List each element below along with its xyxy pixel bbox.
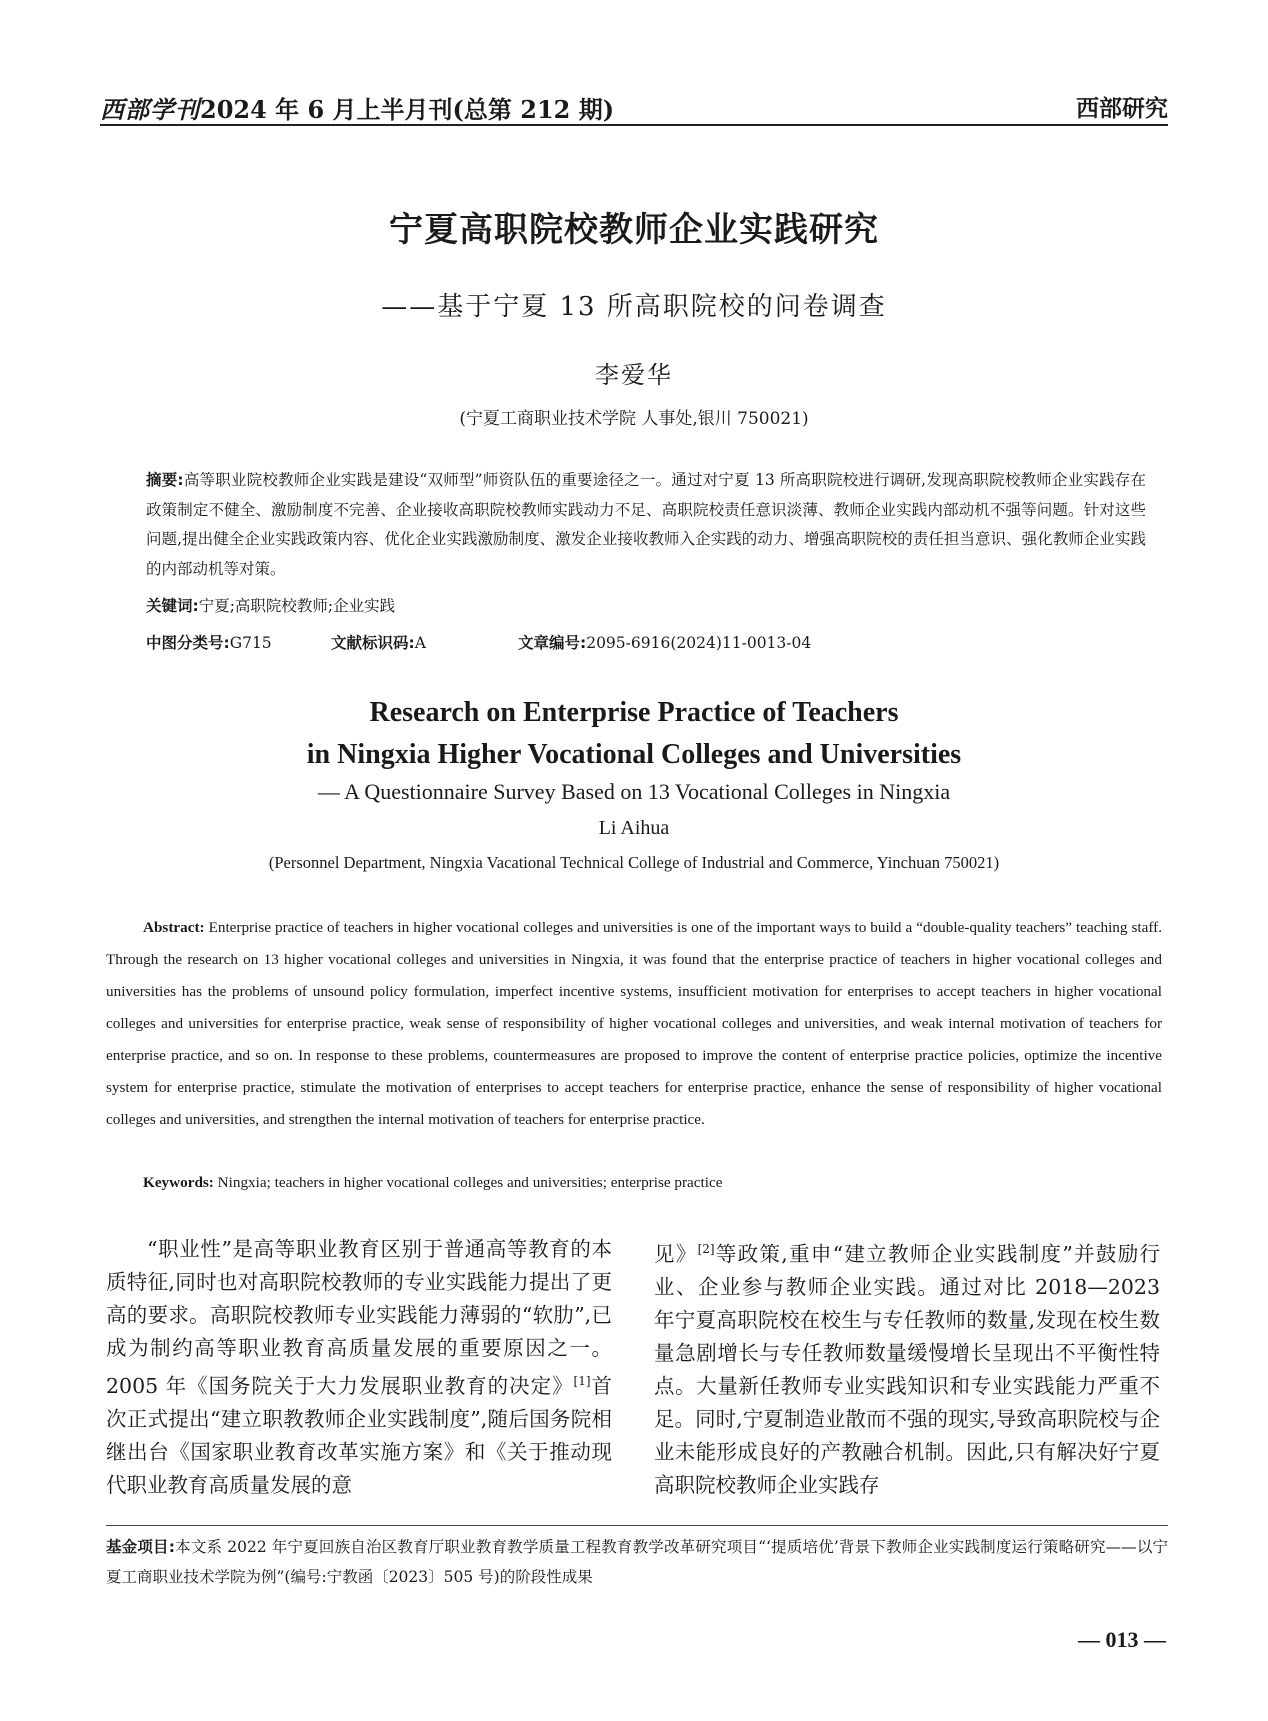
funding-label: 基金项目: bbox=[106, 1538, 175, 1556]
abstract-chinese bbox=[146, 466, 1146, 584]
citation-ref-1: [1] bbox=[573, 1374, 591, 1388]
article-number-value: 2095-6916(2024)11-0013-04 bbox=[586, 634, 812, 652]
keywords-chinese-text: 宁夏;高职院校教师;企业实践 bbox=[198, 597, 396, 615]
title-chinese: 宁夏高职院校教师企业实践研究 bbox=[389, 210, 879, 250]
author-english: Li Aihua bbox=[598, 817, 670, 839]
keywords-english-text: Ningxia; teachers in higher vocational colleges and universities; enterprise practice bbox=[217, 1174, 723, 1191]
author-chinese: 李爱华 bbox=[595, 361, 673, 389]
body-right-text-1: 见》 bbox=[654, 1241, 698, 1266]
keywords-chinese bbox=[146, 594, 1146, 616]
clc-value: G715 bbox=[229, 634, 272, 652]
classification-line bbox=[146, 631, 1146, 653]
citation-ref-2: [2] bbox=[697, 1242, 715, 1256]
document-code bbox=[331, 631, 426, 653]
article-number bbox=[518, 631, 811, 653]
title-english-line-2: in Ningxia Higher Vocational Colleges and Universities bbox=[306, 739, 962, 770]
affiliation-chinese: (宁夏工商职业技术学院 人事处,银川 750021) bbox=[459, 409, 809, 429]
abstract-chinese-text: 高等职业院校教师企业实践是建设“双师型”师资队伍的重要途径之一。通过对宁夏 13 所高职院校进行调研,发现高职院校教师企业实践存在政策制定不健全、激励制度不完善、企业接收高职院校教师实践动力不足、高职院校责任意识淡薄、教师企业实践内部动机不强等问题。针对这些问题,提出健全企业实践政策内容、优化企业实践激励制度、激发企业接收教师入企实践的动力、增强高职院校的责任担当意识、强化教师企业实践的内部动机等对策。 bbox=[146, 471, 1147, 578]
keywords-chinese-label: 关键词: bbox=[146, 597, 199, 615]
affiliation-english: (Personnel Department, Ningxia Vacational Technical College of Industrial and Commerce, Yinchuan 750021) bbox=[268, 853, 1000, 872]
header-rule bbox=[100, 124, 1168, 126]
clc-label: 中图分类号: bbox=[146, 634, 230, 652]
clc-code bbox=[146, 631, 272, 653]
keywords-english-label: Keywords: bbox=[143, 1174, 214, 1191]
funding-text: 本文系 2022 年宁夏回族自治区教育厅职业教育教学质量工程教育教学改革研究项目“‘提质培优’背景下教师企业实践制度运行策略研究——以宁夏工商职业技术学院为例”(编号:宁教函〔2023〕505 号)的阶段性成果 bbox=[106, 1538, 1168, 1586]
document-code-label: 文献标识码: bbox=[331, 634, 415, 652]
section-name: 西部研究 bbox=[1076, 96, 1168, 122]
title-english-line-1: Research on Enterprise Practice of Teachers bbox=[369, 697, 899, 728]
subtitle-chinese: ——基于宁夏 13 所高职院校的问卷调查 bbox=[381, 292, 887, 322]
issue-info: 2024 年 6 月上半月刊(总第 212 期) bbox=[200, 95, 615, 124]
running-header bbox=[100, 88, 1168, 128]
journal-logo: 西部学刊 bbox=[100, 95, 200, 124]
abstract-english-label: Abstract: bbox=[143, 919, 205, 936]
abstract-english bbox=[106, 912, 1162, 1136]
keywords-english bbox=[143, 1174, 1163, 1192]
body-left-text-2: 首次正式提出“建立职教教师企业实践制度”,随后国务院相继出台《国家职业教育改革实施方案》和《关于推动现代职业教育高质量发展的意 bbox=[106, 1373, 612, 1497]
footnote-rule bbox=[106, 1525, 1168, 1526]
abstract-english-text: Enterprise practice of teachers in higher vocational colleges and universities is one of the important ways to build a “double-quality teachers” teaching staff. Through the research on 13 higher vocational colleges and universities in Ningxia, it was found that the enterprise practice of teachers in higher vocational colleges and universities has the problems of unsound policy formulation, imperfect incentive systems, insufficient motivation for enterprises to accept teachers in higher vocational colleges and universities for enterprise practice, weak sense of responsibility of higher vocational colleges and universities, and weak internal motivation of teachers for enterprise practice, and so on. In response to these problems, countermeasures are proposed to improve the content of enterprise practice policies, optimize the incentive system for enterprise practice, stimulate the motivation of enterprises to accept teachers for enterprise practice, enhance the sense of responsibility of higher vocational colleges and universities, and strengthen the internal motivation of teachers for enterprise practice. bbox=[106, 919, 1162, 1128]
document-code-value: A bbox=[414, 634, 426, 652]
abstract-chinese-label: 摘要: bbox=[146, 471, 184, 489]
header-journal-issue bbox=[100, 90, 614, 125]
body-right-text-2: 等政策,重申“建立教师企业实践制度”并鼓励行业、企业参与教师企业实践。通过对比 2018—2023 年宁夏高职院校在校生与专任教师的数量,发现在校生数量急剧增长与专任教师数量缓慢增长呈现出不平衡性特点。大量新任教师专业实践知识和专业实践能力严重不足。同时,宁夏制造业散而不强的现实,导致高职院校与企业未能形成良好的产教融合机制。因此,只有解决好宁夏高职院校教师企业实践存 bbox=[654, 1241, 1160, 1497]
page-number: — 013 — bbox=[1078, 1627, 1166, 1652]
subtitle-english: — A Questionnaire Survey Based on 13 Vocational Colleges in Ningxia bbox=[317, 779, 951, 804]
title-english bbox=[0, 692, 1268, 776]
body-column-right bbox=[654, 1233, 1160, 1503]
body-left-text-1: “职业性”是高等职业教育区别于普通高等教育的本质特征,同时也对高职院校教师的专业实践能力提出了更高的要求。高职院校教师专业实践能力薄弱的“软肋”,已成为制约高等职业教育高质量发展的重要原因之一。2005 年《国务院关于大力发展职业教育的决定》 bbox=[106, 1237, 612, 1398]
article-number-label: 文章编号: bbox=[518, 634, 587, 652]
body-column-left bbox=[106, 1233, 612, 1503]
funding-note bbox=[106, 1532, 1168, 1592]
